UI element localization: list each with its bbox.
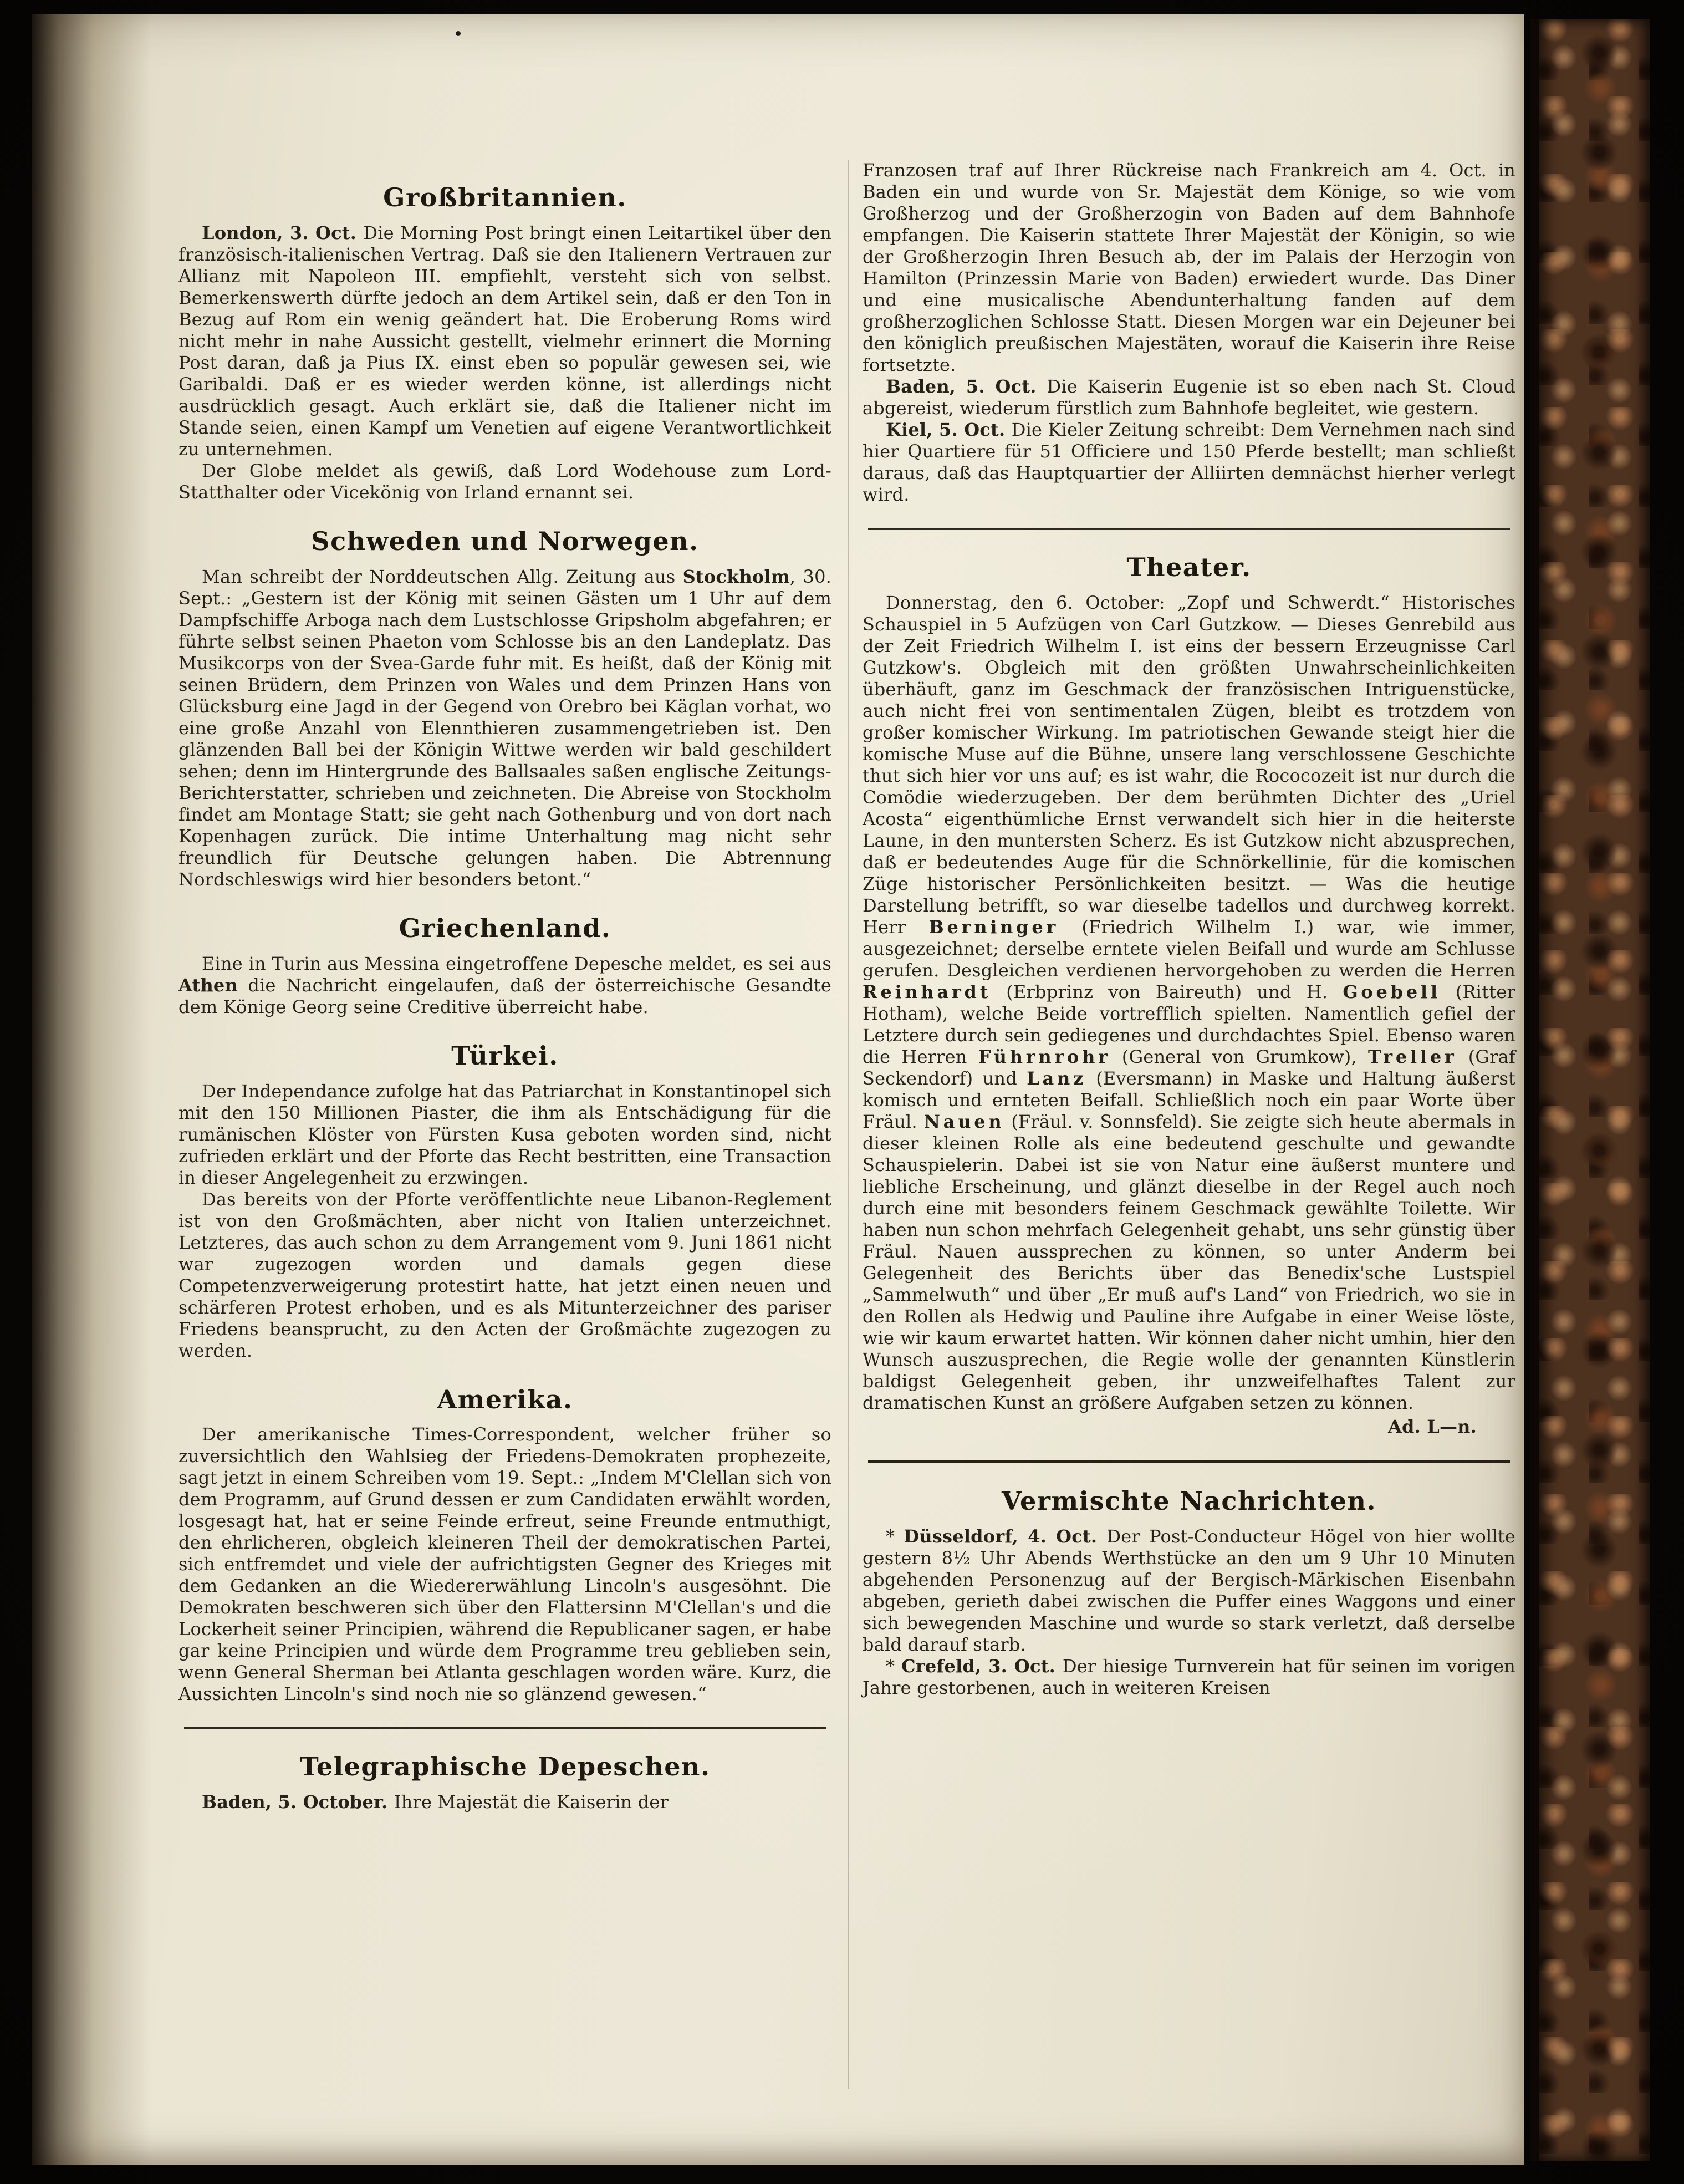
paragraph <box>178 1189 831 1362</box>
text-run: (Erbprinz von Baireuth) und H. <box>991 981 1343 1002</box>
paragraph <box>178 1081 831 1189</box>
paragraph <box>178 566 831 890</box>
column-divider-rule <box>848 160 849 2089</box>
paragraph <box>863 419 1515 506</box>
dateline: Kiel, 5. Oct. <box>886 419 1012 440</box>
section-heading: Vermischte Nachrichten. <box>1002 1485 1376 1516</box>
text-run: (Eversmann) in Maske und Haltung äußerst komisch und ernteten Beifall. Schließlich noch ein paar Worte über Fräul. <box>863 1067 1515 1132</box>
text-run: (Ritter Hotham), welche Beide vortrefflich spielten. Namentlich gefiel der Letztere durch sein gediegenes und durchdachtes Spiel. Ebenso waren die Herren <box>863 981 1515 1067</box>
paragraph <box>863 376 1515 419</box>
paragraph <box>178 953 831 1018</box>
paragraph <box>178 460 831 503</box>
text-run: Die Kieler Zeitung schreibt: Dem Vernehmen nach sind hier Quartiere für 51 Officiere und 150 Pferde bestellt; man schließt daraus, daß das Hauptquartier der Alliirten demnächst hierher verlegt wird. <box>863 419 1515 505</box>
text-run: Der Independance zufolge hat das Patriarchat in Konstantinopel sich mit den 150 Millionen Piaster, die ihm als Entschädigung für die rumänischen Klöster von Fürsten Kusa geboten worden sind, nicht zufrieden erklärt und der Pforte das Recht bestritten, eine Transaction in dieser Angelegenheit zu erzwingen. <box>178 1080 831 1188</box>
actor-name: Goebell <box>1343 981 1441 1002</box>
section-heading: Griechenland. <box>399 913 611 943</box>
text-run: , 30. Sept.: „Gestern ist der König mit seinen Gästen um 1 Uhr auf dem Dampfschiffe Arboga nach dem Lustschlosse Gripsholm abgefahren; er führte selbst seinen Phaeton vom Schlosse bis an den Landeplatz. Das Musikcorps von der Svea-Garde fuhr mit. Es heißt, daß der König mit seinen Brüdern, dem Prinzen von Wales und dem Prinzen Hans von Glücksburg eine Jagd in der Gegend von Orebro bei Käglan vorhat, wo eine große Anzahl von Elennthieren zusammengetrieben ist. Den glänzenden Ball bei der Königin Wittwe werden wir bald geschildert sehen; denn im Hintergrunde des Ballsaales saßen englische Zeitungs-Berichterstatter, schrieben und zeichneten. Die Abreise von Stockholm findet am Montage Statt; sie geht nach Gothenburg und von dort nach Kopenhagen zurück. Die intime Unterhaltung mag nicht sehr freundlich für Deutsche gelungen haben. Die Abtrennung Nordschleswigs wird hier besonders betont.“ <box>178 566 831 890</box>
dateline: Crefeld, 3. Oct. <box>901 1655 1063 1677</box>
text-run: * <box>886 1525 904 1547</box>
newspaper-page <box>32 14 1524 2165</box>
text-run: die Nachricht eingelaufen, daß der österreichische Gesandte dem Könige Georg seine Creditive überreicht habe. <box>178 974 831 1017</box>
actor-name: Treller <box>1368 1046 1457 1067</box>
paragraph <box>178 1424 831 1705</box>
text-run: * <box>886 1655 902 1677</box>
paragraph <box>178 222 831 460</box>
paragraph <box>863 1416 1515 1438</box>
text-run: (General von Grumkow), <box>1110 1046 1368 1067</box>
dateline: Baden, 5. October. <box>202 1791 394 1813</box>
place-emphasis: Athen <box>178 974 238 996</box>
section-heading: Türkei. <box>451 1040 559 1071</box>
text-run: Die Morning Post bringt einen Leitartikel über den französisch-italienischen Vertrag. Daß sie den Italienern Vertrauen zur Allianz mit Napoleon III. empfiehlt, versteht sich von selbst. Bemerkenswerth dürfte jedoch an dem Artikel sein, daß er den Ton in Bezug auf Rom ein wenig geändert hat. Die Eroberung Roms wird nicht mehr in nahe Aussicht gestellt, vielmehr erinnert die Morning Post daran, daß ja Pius IX. einst eben so populär gewesen sei, wie Garibaldi. Daß er es wieder werden könne, ist allerdings nicht ausdrücklich gesagt. Auch erklärt sie, daß die Italiener nicht im Stande seien, einen Kampf um Venetien auf eigene Verantwortlichkeit zu unternehmen. <box>178 222 832 460</box>
text-run: Das bereits von der Pforte veröffentlichte neue Libanon-Reglement ist von den Großmächten, aber nicht von Italien unterzeichnet. Letzteres, das auch schon zu dem Arrangement vom 9. Juni 1861 nicht war zugezogen worden und damals gegen diese Competenzverweigerung protestirt hatte, hat jetzt einen neuen und schärferen Protest erhoben, und es als Mitunterzeichner des pariser Friedens beansprucht, zu den Acten der Großmächte zugezogen zu werden. <box>178 1188 831 1361</box>
actor-name: Nauen <box>923 1111 1005 1132</box>
section-heading: Theater. <box>1126 552 1252 582</box>
section-divider <box>184 1727 826 1729</box>
section-divider <box>868 1460 1510 1463</box>
dateline: London, 3. Oct. <box>202 222 364 243</box>
text-run: Der Globe meldet als gewiß, daß Lord Wodehouse zum Lord-Statthalter oder Vicekönig von Irland ernannt sei. <box>178 460 831 503</box>
text-run: Eine in Turin aus Messina eingetroffene Depesche meldet, es sei aus <box>202 953 831 974</box>
actor-name: Lanz <box>1027 1067 1086 1089</box>
dateline: Stockholm <box>682 566 790 587</box>
right-column <box>863 160 1515 1699</box>
text-run: Man schreibt der Norddeutschen Allg. Zeitung aus <box>202 566 683 587</box>
text-run: (Fräul. v. Sonnsfeld). Sie zeigte sich heute abermals in dieser kleinen Rolle als eine bedeutend geschulte und gewandte Schauspielerin. Dabei ist sie von Natur eine äußerst muntere und liebliche Erscheinung, und glänzt dieselbe in der Regel auch noch durch eine mit besonders feinem Geschmack gewählte Toilette. Wir haben nun schon mehrfach Gelegenheit gehabt, uns sehr günstig über Fräul. Nauen aussprechen zu können, so unter Anderm bei Gelegenheit des Berichts über das Benedix'sche Lustspiel „Sammelwuth“ und über „Er muß auf's Land“ von Friedrich, wo sie in den Rollen als Hedwig und Pauline ihre Aufgabe in einer Weise löste, wie wir kaum erwartet hatten. Wir können daher nicht umhin, hier den Wunsch auszusprechen, die Regie wolle der genannten Künstlerin baldigst Gelegenheit geben, ihr unzweifelhaftes Talent zur dramatischen Kunst an größere Aufgaben setzen zu können. <box>863 1111 1515 1413</box>
section-heading: Amerika. <box>437 1384 573 1414</box>
paragraph <box>863 160 1515 376</box>
text-run: Der hiesige Turnverein hat für seinen im vorigen Jahre gestorbenen, auch in weiteren Kreisen <box>863 1655 1515 1698</box>
text-run: (Graf Seckendorf) und <box>863 1046 1515 1089</box>
paragraph <box>863 1656 1515 1699</box>
paragraph <box>863 1526 1515 1656</box>
dateline: Baden, 5. Oct. <box>886 376 1047 397</box>
author-signature: Ad. L—n. <box>1388 1416 1477 1437</box>
left-column <box>178 160 831 1813</box>
text-run: (Friedrich Wilhelm I.) war, wie immer, ausgezeichnet; derselbe erntete vielen Beifall und wurde am Schlusse gerufen. Desgleichen verdienen hervorgehoben zu werden die Herren <box>863 916 1515 981</box>
section-heading: Telegraphische Depeschen. <box>299 1752 711 1782</box>
text-run: Der amerikanische Times-Correspondent, welcher früher so zuversichtlich den Wahlsieg der Friedens-Demokraten prophezeite, sagt jetzt in einem Schreiben vom 19. Sept.: „Indem M'Clellan sich von dem Programm, auf Grund dessen er zum Candidaten erwählt worden, losgesagt hat, hat er seine Feinde erfreut, seine Freunde entmuthigt, den ehrlicheren, obgleich kleineren Theil der demokratischen Partei, sich entfremdet und viele der aufrichtigsten Gegner des Krieges mit dem Gedanken an die Wiedererwählung Lincoln's ausgesöhnt. Die Demokraten beschweren sich über den Flattersinn M'Clellan's und die Lockerheit seiner Principien, während die Republicaner sagen, er habe gar keine Principien und würde dem Programme treu geblieben sein, wenn General Sherman bei Atlanta geschlagen worden wäre. Kurz, die Aussichten Lincoln's sind noch nie so glänzend gewesen.“ <box>178 1424 831 1705</box>
text-run: Die Kaiserin Eugenie ist so eben nach St. Cloud abgereist, wiederum fürstlich zum Bahnhofe begleitet, wie gestern. <box>863 376 1516 419</box>
text-run: Donnerstag, den 6. October: „Zopf und Schwerdt.“ Historisches Schauspiel in 5 Aufzügen von Carl Gutzkow. — Dieses Genrebild aus der Zeit Friedrich Wilhelm I. ist eins der bessern Erzeugnisse Carl Gutzkow's. Obgleich mit den größten Unwahrscheinlichkeiten überhäuft, ganz im Geschmack der französischen Intriguenstücke, auch nicht frei von sentimentalen Zügen, bleibt es trotzdem von großer komischer Wirkung. Im patriotischen Gewande steigt hier die komische Muse auf die Bühne, unsere lang verschlossene Geschichte thut sich hier vor uns auf; es ist wahr, die Rococozeit ist nur durch die Comödie wiederzugeben. Der dem berühmten Dichter des „Uriel Acosta“ eigenthümliche Ernst verwandelt sich hier in die heiterste Laune, in den muntersten Scherz. Es ist Gutzkow nicht abzusprechen, daß er bedeutendes Auge für die Schnörkellinie, für die komischen Züge historischer Persönlichkeiten besitzt. — Was die heutige Darstellung betrifft, so war dieselbe tadellos und durchweg korrekt. Herr <box>863 592 1515 938</box>
dateline: Düsseldorf, 4. Oct. <box>904 1525 1107 1547</box>
text-run: Franzosen traf auf Ihrer Rückreise nach Frankreich am 4. Oct. in Baden ein und wurde von Sr. Majestät dem Könige, so wie vom Großherzog und der Großherzogin von Baden auf dem Bahnhofe empfangen. Die Kaiserin stattete Ihrer Majestät der Königin, so wie der Großherzogin Ihren Besuch ab, der im Palais der Herzogin von Hamilton (Prinzessin Marie von Baden) erwiedert wurde. Das Diner und eine musicalische Abendunterhaltung fanden auf dem großherzoglichen Schlosse Statt. Diesen Morgen war ein Dejeuner bei den königlich preußischen Majestäten, worauf die Kaiserin ihre Reise fortsetzte. <box>863 160 1515 375</box>
text-run: Ihre Majestät die Kaiserin der <box>394 1791 669 1813</box>
section-divider <box>868 528 1510 530</box>
section-heading: Großbritannien. <box>383 182 627 212</box>
actor-name: Reinhardt <box>863 981 992 1002</box>
text-run: Der Post-Conducteur Högel von hier wollte gestern 8½ Uhr Abends Werthstücke an den um 9 Uhr 10 Minuten abgehenden Personenzug auf der Bergisch-Märkischen Eisenbahn abgeben, gerieth dabei zwischen die Puffer eines Waggons und einer sich bewegenden Maschine und wurde so stark verletzt, daß derselbe bald darauf starb. <box>863 1525 1516 1655</box>
marbled-book-edge <box>1530 19 1650 2161</box>
section-heading: Schweden und Norwegen. <box>311 526 699 556</box>
paragraph <box>863 592 1515 1414</box>
paragraph <box>178 1791 831 1813</box>
actor-name: Führnrohr <box>978 1046 1111 1067</box>
actor-name: Berninger <box>928 916 1059 938</box>
page-gutter-shadow <box>32 14 151 2165</box>
ink-speck <box>456 31 461 36</box>
